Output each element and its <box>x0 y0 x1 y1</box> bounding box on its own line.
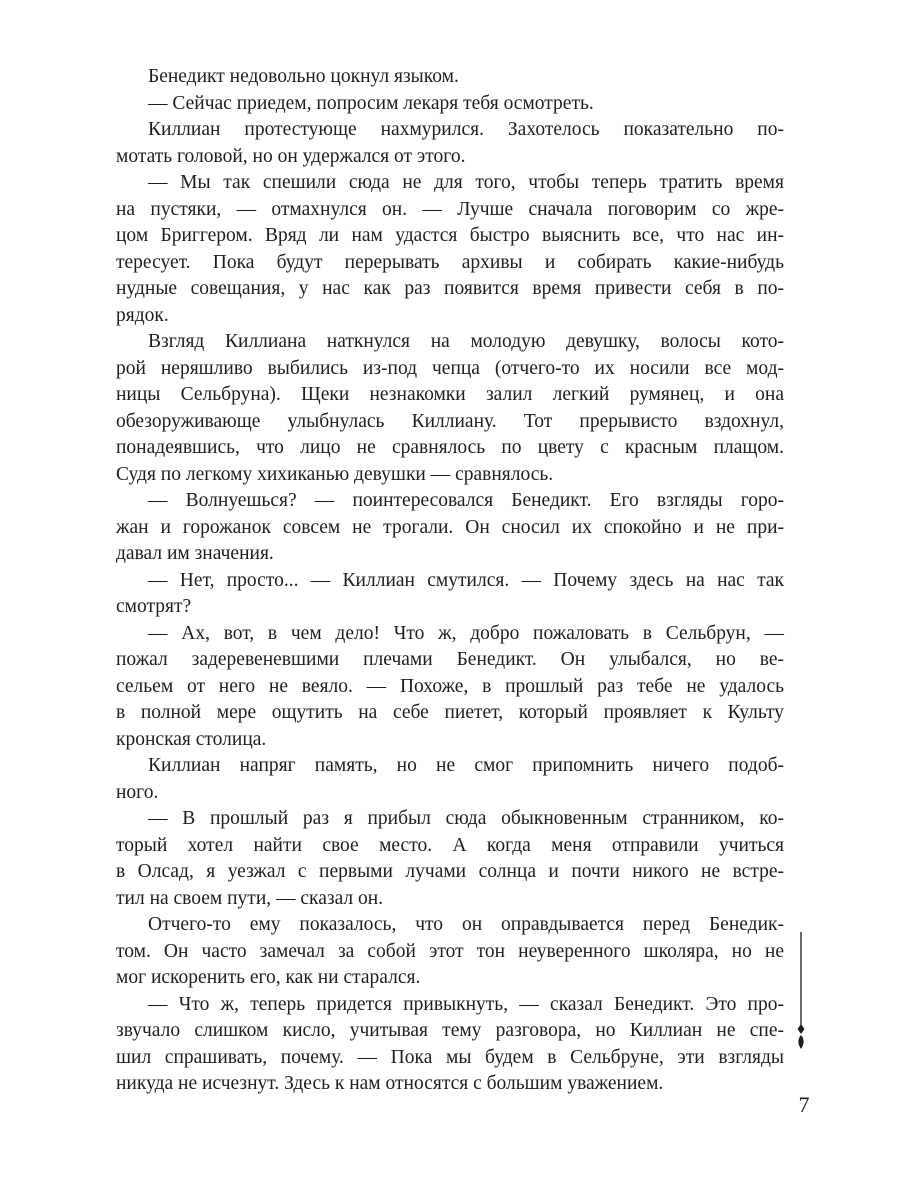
text-line: — Мы так спешили сюда не для того, чтобы теперь тратить время <box>148 172 784 193</box>
text-line: рядок. <box>116 304 169 326</box>
text-line: обезоруживающе улыбнулась Киллиану. Тот прерывисто вздохнул, <box>116 410 784 432</box>
text-line: — Волнуешься? — поинтересовался Бенедикт. Его взгляды горо- <box>148 490 784 511</box>
text-line: в Олсад, я уезжал с первыми лучами солнца и почти никого не встре- <box>116 861 784 882</box>
text-line: на пустяки, — отмахнулся он. — Лучше сначала поговорим со жре- <box>116 198 784 220</box>
text-line: Киллиан напряг память, но не смог припомнить ничего подоб- <box>148 755 784 776</box>
text-line: сельем от него не веяло. — Похоже, в прошлый раз тебе не удалось <box>116 675 784 697</box>
text-line: — Что ж, теперь придется привыкнуть, — сказал Бенедикт. Это про- <box>148 993 784 1015</box>
text-line: смотрят? <box>116 596 192 617</box>
text-line: звучало слишком кисло, учитывая тему разговора, но Киллиан не спе- <box>116 1020 784 1041</box>
text-line: Бенедикт недовольно цокнул языком. <box>148 66 459 87</box>
text-line: рой неряшливо выбились из-под чепца (отчего-то их носили все мод- <box>116 357 784 379</box>
text-line: Судя по легкому хихиканью девушки — сравнялось. <box>116 463 554 485</box>
text-line: давал им значения. <box>116 543 274 564</box>
text-line: кронская столица. <box>116 728 267 750</box>
text-line: нудные совещания, у нас как раз появится время привести себя в по- <box>116 278 784 299</box>
text-line: жан и горожанок совсем не трогали. Он сносил их спокойно и не при- <box>116 516 784 538</box>
text-line: том. Он часто замечал за собой этот тон неуверенного школяра, но не <box>116 940 784 962</box>
page-ornament-icon <box>795 932 807 1050</box>
text-line: — Ах, вот, в чем дело! Что ж, добро пожаловать в Сельбрун, — <box>148 622 784 644</box>
text-line: Киллиан протестующе нахмурился. Захотелось показательно по- <box>148 119 784 140</box>
body-text <box>116 64 784 1098</box>
page-number: 7 <box>798 1092 810 1117</box>
text-line: понадеявшись, что лицо не сравнялось по цвету с красным плащом. <box>116 437 784 458</box>
text-line: мотать головой, но он удержался от этого. <box>116 145 466 167</box>
text-line: тил на своем пути, — сказал он. <box>116 887 384 909</box>
text-line: Взгляд Киллиана наткнулся на молодую девушку, волосы кото- <box>148 331 784 352</box>
text-line: в полной мере ощутить на себе пиетет, который проявляет к Культу <box>116 702 784 723</box>
text-line: ного. <box>116 781 159 803</box>
text-line: шил спрашивать, почему. — Пока мы будем в Сельбруне, эти взгляды <box>116 1046 784 1068</box>
text-line: тересует. Пока будут перерывать архивы и собирать какие-нибудь <box>116 251 784 273</box>
text-line: цом Бриггером. Вряд ли нам удастся быстро выяснить все, что нас ин- <box>116 225 784 246</box>
text-line: никуда не исчезнут. Здесь к нам относятся с большим уважением. <box>116 1073 664 1094</box>
text-line: ницы Сельбруна). Щеки незнакомки залил легкий румянец, и она <box>116 384 784 405</box>
text-line: Отчего-то ему показалось, что он оправдывается перед Бенедик- <box>148 914 784 935</box>
text-line: пожал задеревеневшими плечами Бенедикт. Он улыбался, но ве- <box>116 649 784 670</box>
text-line: — В прошлый раз я прибыл сюда обыкновенным странником, ко- <box>148 808 784 829</box>
text-line: торый хотел найти свое место. А когда меня отправили учиться <box>116 834 784 856</box>
text-line: — Сейчас приедем, попросим лекаря тебя осмотреть. <box>148 92 594 114</box>
text-line: — Нет, просто... — Киллиан смутился. — Почему здесь на нас так <box>148 569 784 591</box>
text-line: мог искоренить его, как ни старался. <box>116 967 421 988</box>
